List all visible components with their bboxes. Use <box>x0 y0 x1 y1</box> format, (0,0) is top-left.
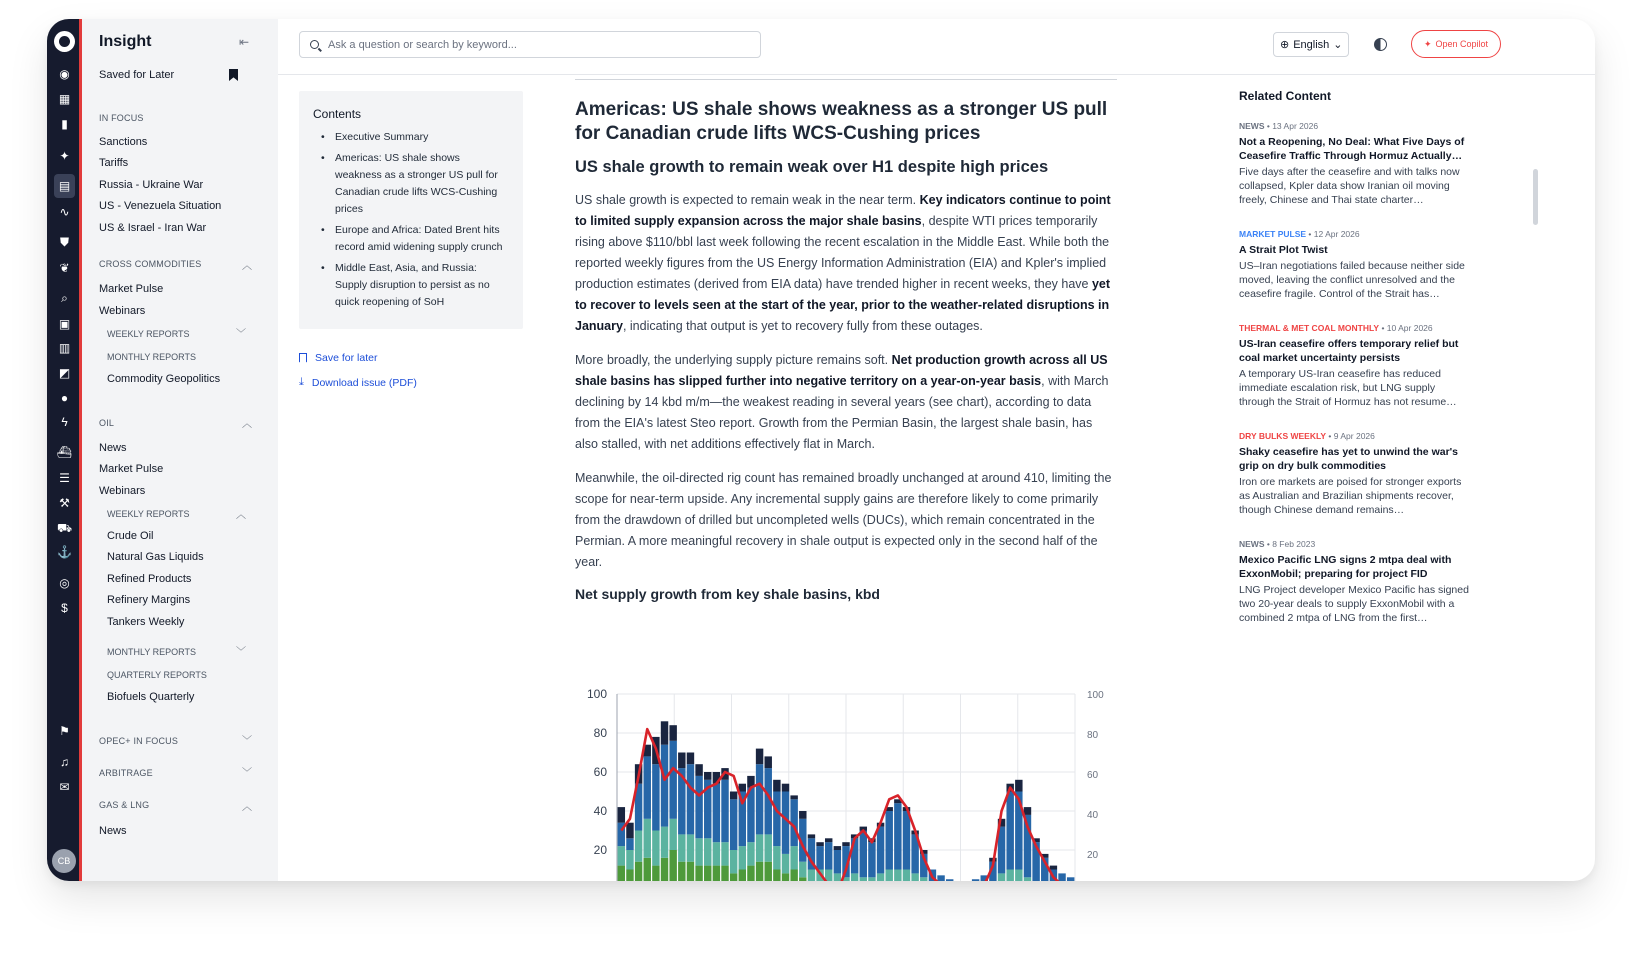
related-headline[interactable]: A Strait Plot Twist <box>1239 244 1328 256</box>
bar-segment <box>644 819 651 858</box>
bar-segment <box>885 811 892 870</box>
bar-segment <box>765 862 772 881</box>
article-body <box>575 79 1117 612</box>
top-bar <box>278 19 1595 75</box>
related-summary: A temporary US-Iran ceasefire has reduced immediate escalation risk, but LNG supply through the Strait of Hormuz has not resume… <box>1239 368 1457 408</box>
chevron-down-icon: ⌄ <box>1333 39 1343 51</box>
bold-text: Key indicators continue to point to limited supply expansion across the major shale basins <box>575 193 1111 228</box>
download-pdf-button[interactable] <box>299 370 417 395</box>
bar-segment <box>773 780 780 792</box>
bar-segment <box>695 866 702 881</box>
bar-segment <box>1006 792 1013 870</box>
related-date: • 10 Apr 2026 <box>1379 323 1433 333</box>
vessel-icon[interactable]: ⛟ <box>56 521 73 535</box>
document-search-icon[interactable]: ⌕ <box>61 291 68 305</box>
text: , with March declining by 14 kbd m/m—the weakest reading in several years (see chart), according to data from the EIA's latest Steo report. Growth from the Permian Basin, the largest shale basin, has also stalled, with net additions effectively flat in March. <box>575 374 1109 451</box>
bar-segment <box>669 850 676 881</box>
sidebar-item-oil-market-pulse[interactable]: Market Pulse <box>99 463 164 475</box>
bar-segment <box>894 870 901 882</box>
related-meta <box>1239 121 1471 131</box>
sidebar-item-sanctions[interactable]: Sanctions <box>99 136 148 148</box>
bar-segment <box>661 827 668 858</box>
avatar[interactable]: CB <box>52 849 76 873</box>
contents-item[interactable]: • Europe and Africa: Dated Brent hits record amid widening supply crunch <box>321 222 509 256</box>
bar-segment <box>773 870 780 882</box>
bar-segment <box>661 721 668 744</box>
related-date: • 13 Apr 2026 <box>1264 121 1319 131</box>
related-item[interactable] <box>1239 539 1471 625</box>
bar-segment <box>618 866 625 881</box>
bar-segment <box>747 788 754 843</box>
bar-segment <box>842 842 849 846</box>
language-select[interactable] <box>1273 32 1349 57</box>
related-meta <box>1239 431 1471 441</box>
related-headline[interactable]: Mexico Pacific LNG signs 2 mtpa deal with ExxonMobil; preparing for project FID <box>1239 554 1452 580</box>
sidebar-item-market-pulse[interactable]: Market Pulse <box>99 283 164 295</box>
bar-segment <box>765 834 772 861</box>
language-label: English <box>1293 38 1330 51</box>
bar-segment <box>808 834 815 838</box>
bar-segment <box>678 834 685 861</box>
bar-segment <box>730 792 737 800</box>
notification-bell-icon[interactable]: ♫ <box>60 755 69 769</box>
bar-segment <box>1058 873 1065 881</box>
bar-segment <box>739 870 746 882</box>
bar-segment <box>920 877 927 881</box>
dollar-icon[interactable]: $ <box>61 601 68 615</box>
bar-segment <box>773 792 780 847</box>
section-cross-commodities[interactable]: CROSS COMMODITIES <box>99 259 202 269</box>
chevron-up-icon[interactable]: ︿ <box>242 802 252 813</box>
bar-segment <box>1050 866 1057 870</box>
sidebar-oil-quarterly-reports[interactable]: QUARTERLY REPORTS <box>107 670 207 680</box>
bar-segment <box>808 870 815 882</box>
bar-segment <box>687 834 694 861</box>
save-for-later-button[interactable] <box>299 345 417 370</box>
bar-segment <box>704 866 711 881</box>
article-title: Americas: US shale shows weakness as a stronger US pull for Canadian crude lifts WCS-Cushing prices <box>575 99 1108 144</box>
bar-segment <box>1067 877 1074 881</box>
bar-segment <box>756 749 763 765</box>
bar-segment <box>626 870 633 882</box>
bar-segment <box>799 862 806 878</box>
bar-segment <box>816 846 823 869</box>
globe-icon[interactable]: ◉ <box>59 67 70 81</box>
contents-item[interactable]: • Executive Summary <box>321 129 509 146</box>
chevron-down-icon[interactable]: ﹀ <box>242 768 252 779</box>
bar-segment <box>618 846 625 866</box>
chevron-up-icon[interactable]: ︿ <box>236 510 246 521</box>
bolt-icon[interactable]: ϟ <box>61 415 68 429</box>
bar-segment <box>687 862 694 881</box>
contents-panel <box>299 91 523 329</box>
bookmark-nav-icon[interactable]: ▮ <box>61 117 68 131</box>
bar-segment <box>834 846 841 850</box>
bar-segment <box>790 795 797 799</box>
related-source: DRY BULKS WEEKLY <box>1239 431 1327 441</box>
sparkle-icon[interactable]: ✦ <box>59 149 70 163</box>
bar-segment <box>1024 807 1031 815</box>
bar-segment <box>626 823 633 839</box>
bar-segment <box>644 858 651 881</box>
related-content <box>1239 89 1471 647</box>
bar-segment <box>713 866 720 881</box>
bar-segment <box>704 838 711 865</box>
text: US shale growth is expected to remain weak in the near term. <box>575 193 920 207</box>
open-copilot-button[interactable] <box>1411 30 1501 58</box>
bar-segment <box>661 858 668 881</box>
bar-segment <box>678 862 685 881</box>
y-tick-label: 60 <box>593 765 607 779</box>
related-item[interactable] <box>1239 431 1471 517</box>
bar-segment <box>790 846 797 869</box>
related-item[interactable] <box>1239 323 1471 409</box>
main-area <box>278 19 1595 881</box>
bar-chart-icon[interactable]: ▥ <box>58 341 71 355</box>
bar-segment <box>635 831 642 862</box>
bar-segment <box>868 877 875 881</box>
bar-segment <box>747 842 754 865</box>
related-list <box>1239 121 1471 625</box>
bar-segment <box>911 873 918 881</box>
bold-text: yet to recover to levels seen at the start of the year, prior to the weather-related disruptions in January <box>575 277 1111 333</box>
bar-segment <box>834 850 841 873</box>
sidebar-item-iran-war[interactable]: US & Israel - Iran War <box>99 222 207 234</box>
bar-segment <box>799 811 806 819</box>
related-summary: Five days after the ceasefire and with talks now collapsed, Kpler data show Iranian oil moving freely, Chinese and Thai state charter… <box>1239 166 1460 206</box>
leaf-icon[interactable]: ❦ <box>59 261 70 275</box>
bar-segment <box>695 776 702 838</box>
bar-segment <box>782 784 789 792</box>
bar-segment <box>739 784 746 792</box>
bar-segment <box>868 842 875 877</box>
bar-segment <box>825 870 832 882</box>
bar-segment <box>713 842 720 865</box>
related-meta <box>1239 539 1471 549</box>
bar-segment <box>678 753 685 769</box>
bar-segment <box>756 764 763 834</box>
bar-segment <box>756 862 763 881</box>
sidebar-item-commodity-geopolitics[interactable]: Commodity Geopolitics <box>107 373 221 385</box>
related-date: • 12 Apr 2026 <box>1306 229 1360 239</box>
chart-heading: Net supply growth from key shale basins, kbd <box>575 586 880 602</box>
paragraph-2 <box>575 350 1117 455</box>
sparkle-icon: ✦ <box>1423 38 1432 49</box>
article-subtitle: US shale growth to remain weak over H1 despite high prices <box>575 158 1049 176</box>
bar-segment <box>635 862 642 881</box>
contents-item[interactable]: • Middle East, Asia, and Russia: Supply disruption to persist as no quick reopening of SoH <box>321 260 509 311</box>
logo-icon[interactable] <box>54 31 75 52</box>
bar-segment <box>626 838 633 850</box>
sidebar-item-us-venezuela[interactable]: US - Venezuela Situation <box>99 200 222 212</box>
related-item[interactable] <box>1239 121 1471 207</box>
lng-icon[interactable]: ◩ <box>58 366 71 380</box>
section-opec[interactable]: OPEC+ IN FOCUS <box>99 736 179 746</box>
bar-segment <box>860 831 867 878</box>
bar-segment <box>782 854 789 874</box>
section-gas-lng[interactable]: GAS & LNG <box>99 800 150 810</box>
bar-segment <box>721 780 728 842</box>
related-source: THERMAL & MET COAL MONTHLY <box>1239 323 1380 333</box>
related-summary: LNG Project developer Mexico Pacific has signed two 20-year deals to supply ExxonMobil with a combined 2 mtpa of LNG from the first… <box>1239 584 1469 624</box>
bar-segment <box>825 842 832 869</box>
list-icon[interactable]: ☰ <box>59 471 70 485</box>
sidebar-monthly-reports[interactable]: MONTHLY REPORTS <box>107 352 197 362</box>
sidebar-title: Insight <box>99 33 152 50</box>
anchor-icon[interactable]: ⚓ <box>57 545 72 559</box>
flag-icon[interactable]: ⚑ <box>59 724 70 738</box>
bar-segment <box>730 850 737 873</box>
collapse-sidebar-icon[interactable]: ⇤ <box>239 35 250 49</box>
bar-segment <box>903 811 910 870</box>
target-icon[interactable]: ◎ <box>59 576 70 590</box>
download-label: Download issue (PDF) <box>311 376 417 389</box>
y2-tick-label: 100 <box>1087 690 1104 701</box>
related-source: MARKET PULSE <box>1239 229 1307 239</box>
sidebar-item-tankers-weekly[interactable]: Tankers Weekly <box>107 616 185 628</box>
bar-segment <box>747 866 754 881</box>
chevron-up-icon[interactable]: ︿ <box>242 419 252 430</box>
bar-segment <box>669 725 676 741</box>
contents-item[interactable]: • Americas: US shale shows weakness as a stronger US pull for Canadian crude lifts WCS-Cushing prices <box>321 150 509 218</box>
paragraph-3: Meanwhile, the oil-directed rig count has remained broadly unchanged at around 410, limiting the scope for near-term upside. Any incremental supply gains are therefore likely to come primarily from the drawdown of drilled but uncompleted wells (DUCs), which remain concentrated in the Permian. A more meaningful recovery in shale output is expected only in the second half of the year. <box>575 471 1112 569</box>
bar-segment <box>756 834 763 861</box>
chevron-down-icon[interactable]: ﹀ <box>236 329 246 340</box>
sidebar-item-gas-news[interactable]: News <box>99 825 127 837</box>
bar-segment <box>765 756 772 768</box>
bar-segment <box>825 838 832 842</box>
related-source: NEWS <box>1239 539 1265 549</box>
crane-icon[interactable]: ⚒ <box>59 496 70 510</box>
bar-segment <box>687 753 694 765</box>
app-window <box>47 19 1595 881</box>
bar-segment <box>704 772 711 780</box>
save-label: Save for later <box>315 351 378 364</box>
theme-toggle-icon[interactable] <box>1374 38 1387 51</box>
bar-segment <box>903 870 910 882</box>
related-source: NEWS <box>1239 121 1265 131</box>
bar-segment <box>894 803 901 869</box>
download-icon: ⤓ <box>299 376 304 388</box>
scrollbar[interactable] <box>1533 169 1538 225</box>
bar-segment <box>652 764 659 830</box>
bar-segment <box>695 838 702 865</box>
sidebar-item-refinery-margins[interactable]: Refinery Margins <box>107 594 191 606</box>
y-tick-label: 80 <box>593 726 607 740</box>
section-arbitrage[interactable]: ARBITRAGE <box>99 768 153 778</box>
y2-tick-label: 80 <box>1087 730 1099 741</box>
dashboard-icon[interactable]: ▦ <box>58 92 71 106</box>
insight-icon[interactable]: ▤ <box>54 174 75 198</box>
sidebar-item-oil-webinars[interactable]: Webinars <box>99 485 146 497</box>
sidebar-item-russia-ukraine[interactable]: Russia - Ukraine War <box>99 179 204 191</box>
oil-icon[interactable]: ▣ <box>58 317 71 331</box>
bar-segment <box>618 807 625 823</box>
chevron-up-icon[interactable]: ︿ <box>242 261 252 272</box>
sidebar-item-ngl[interactable]: Natural Gas Liquids <box>107 551 204 563</box>
related-headline[interactable]: Shaky ceasefire has yet to unwind the war's grip on dry bulk commodities <box>1239 446 1458 472</box>
sidebar-item-biofuels[interactable]: Biofuels Quarterly <box>107 691 195 703</box>
related-summary: Iron ore markets are poised for stronger exports as Australian and Brazilian shipments recover, though Chinese demand remains… <box>1239 476 1462 516</box>
y-tick-label: 100 <box>586 687 607 701</box>
copilot-label: Open Copilot <box>1435 39 1489 49</box>
y2-tick-label: 20 <box>1087 850 1099 861</box>
contents-title: Contents <box>313 107 362 121</box>
sidebar-oil-weekly-reports[interactable]: WEEKLY REPORTS <box>107 509 190 519</box>
bar-segment <box>877 873 884 881</box>
bar-segment <box>972 879 979 881</box>
bar-segment <box>1015 870 1022 882</box>
bar-segment <box>669 819 676 850</box>
related-meta <box>1239 323 1471 333</box>
sidebar-item-oil-news[interactable]: News <box>99 442 127 454</box>
text: More broadly, the underlying supply picture remains soft. <box>575 353 892 367</box>
sidebar-item-refined-products[interactable]: Refined Products <box>107 573 192 585</box>
bar-segment <box>713 784 720 843</box>
contents-list <box>313 129 509 311</box>
bookmark-outline-icon <box>299 353 307 363</box>
shale-supply-chart <box>575 659 1115 881</box>
globe-icon: ⊕ <box>1280 39 1290 51</box>
bar-segment <box>739 846 746 869</box>
bar-segment <box>687 764 694 834</box>
related-headline[interactable]: Not a Reopening, No Deal: What Five Days of Ceasefire Traffic Through Hormuz Actually… <box>1239 136 1465 162</box>
bar-segment <box>730 873 737 881</box>
bar-segment <box>669 741 676 819</box>
related-date: • 9 Apr 2026 <box>1326 431 1375 441</box>
bar-segment <box>885 870 892 882</box>
related-title: Related Content <box>1239 89 1332 103</box>
chevron-down-icon[interactable]: ﹀ <box>242 736 252 747</box>
nav-sidebar <box>82 19 278 881</box>
chevron-down-icon[interactable]: ﹀ <box>236 647 246 658</box>
bar-segment <box>695 764 702 776</box>
bar-segment <box>799 877 806 881</box>
sidebar-item-crude-oil[interactable]: Crude Oil <box>107 530 154 542</box>
flame-icon[interactable]: ● <box>60 391 69 405</box>
bookmark-icon <box>229 69 238 81</box>
divider <box>575 79 1117 80</box>
related-headline[interactable]: US-Iran ceasefire offers temporary relief but coal market uncertainty persists <box>1239 338 1459 364</box>
shield-icon[interactable]: ⛊ <box>59 235 69 249</box>
bar-segment <box>790 870 797 882</box>
bar-segment <box>834 873 841 881</box>
y2-tick-label: 60 <box>1087 770 1099 781</box>
bar-segment <box>946 879 953 881</box>
bar-segment <box>626 850 633 870</box>
bar-segment <box>652 866 659 881</box>
sidebar-item-tariffs[interactable]: Tariffs <box>99 157 129 169</box>
related-summary: US–Iran negotiations failed because neither side moved, leaving the conflict unresolved and the ceasefire fragile. Control of the Strait has… <box>1239 260 1465 300</box>
section-in-focus: IN FOCUS <box>99 113 144 123</box>
bar-segment <box>773 846 780 869</box>
bold-text: Net production growth across all US shale basins has slipped further into negative territory on a year-on-year basis <box>575 353 1108 388</box>
pulse-icon[interactable]: ∿ <box>59 205 70 219</box>
y-tick-label: 40 <box>593 804 607 818</box>
sidebar-item-webinars[interactable]: Webinars <box>99 305 146 317</box>
bar-segment <box>652 831 659 866</box>
bar-segment <box>1015 780 1022 792</box>
saved-for-later-link[interactable]: Saved for Later <box>99 69 175 81</box>
bar-segment <box>661 745 668 827</box>
article-actions <box>299 345 417 395</box>
bar-segment <box>721 842 728 865</box>
bar-segment <box>721 866 728 881</box>
search-icon <box>310 40 319 49</box>
bar-segment <box>816 842 823 846</box>
section-oil[interactable]: OIL <box>99 418 115 428</box>
sidebar-oil-monthly-reports[interactable]: MONTHLY REPORTS <box>107 647 197 657</box>
ship-icon[interactable]: ⛴ <box>56 445 73 459</box>
chat-icon[interactable]: ✉ <box>59 780 70 794</box>
bar-segment <box>1006 870 1013 882</box>
text: , indicating that output is yet to recovery fully from these outages. <box>622 319 983 333</box>
sidebar-weekly-reports[interactable]: WEEKLY REPORTS <box>107 329 190 339</box>
paragraph-1 <box>575 190 1117 337</box>
bar-segment <box>782 873 789 881</box>
search-input[interactable] <box>299 31 761 58</box>
related-date: • 8 Feb 2023 <box>1264 539 1316 549</box>
y-tick-label: 20 <box>593 843 607 857</box>
search-placeholder: Ask a question or search by keyword... <box>328 38 517 51</box>
bar-segment <box>998 873 1005 881</box>
bar-segment <box>937 875 944 881</box>
related-meta <box>1239 229 1471 239</box>
bar-segment <box>730 799 737 850</box>
bar-segment <box>1024 877 1031 881</box>
y2-tick-label: 40 <box>1087 810 1099 821</box>
bar-segment <box>860 877 867 881</box>
bar-segment <box>851 873 858 881</box>
icon-rail <box>47 19 82 881</box>
bar-segment <box>644 756 651 818</box>
related-item[interactable] <box>1239 229 1471 301</box>
text: , despite WTI prices temporarily rising above $110/bbl last week following the recent escalation in the Middle East. While both the reported weekly figures from the US Energy Information Administration (EIA) and Kpler's implied production estimates (derived from EIA data) have trended higher in recent weeks, they have <box>575 214 1110 291</box>
bar-segment <box>877 827 884 874</box>
